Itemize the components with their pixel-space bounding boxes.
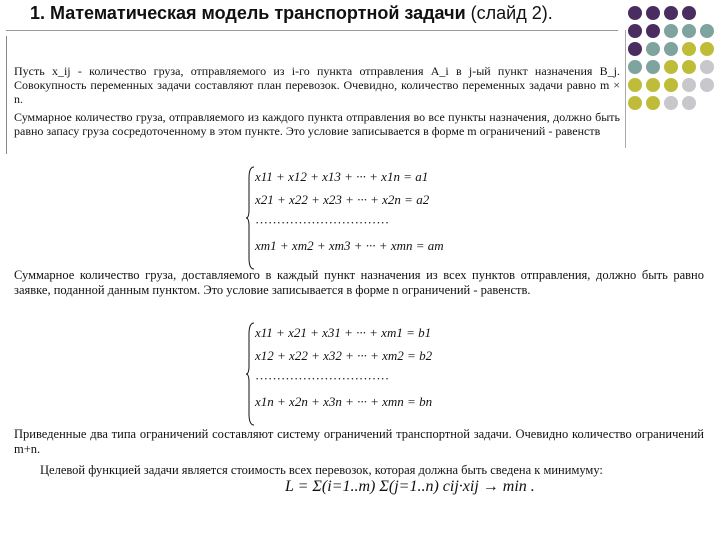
dot-4-3 — [664, 60, 678, 74]
paragraph-constraint-count: Приведенные два типа ограничений составляют систему ограничений транспортной задачи. Очевидно количество ограничений m+n. — [14, 427, 704, 456]
title-underline — [6, 30, 618, 31]
dot-3-2 — [646, 42, 660, 56]
dot-5-2 — [646, 78, 660, 92]
paragraph-objective: Целевой функцией задачи является стоимость всех перевозок, которая должна быть сведена к минимуму: — [40, 463, 603, 477]
dot-5-3 — [664, 78, 678, 92]
dot-6-1 — [628, 96, 642, 110]
decorative-dots — [628, 6, 720, 126]
dot-4-2 — [646, 60, 660, 74]
equation-row: x12 + x22 + x32 + ··· + xm2 = b2 — [255, 348, 433, 363]
dot-4-4 — [682, 60, 696, 74]
supply-constraint-system — [255, 166, 455, 270]
dot-2-4 — [682, 24, 696, 38]
left-brace — [245, 322, 255, 426]
objective-function: L = Σ(i=1..m) Σ(j=1..n) cij·xij → min . — [285, 478, 535, 495]
dot-4-5 — [700, 60, 714, 74]
paragraph-demand-constraints: Суммарное количество груза, доставляемого в каждый пункт назначения из всех пунктов отправления, должно быть равно заявке, поданной данным пунктом. Это условие записывается в форме n ограничений - равенств. — [14, 268, 704, 297]
dot-5-1 — [628, 78, 642, 92]
title-suffix: (слайд 2). — [470, 3, 553, 23]
dot-6-2 — [646, 96, 660, 110]
demand-constraint-system — [255, 322, 465, 426]
dot-5-5 — [700, 78, 714, 92]
dot-6-4 — [682, 96, 696, 110]
dot-2-3 — [664, 24, 678, 38]
equation-row: x1n + x2n + x3n + ··· + xmn = bn — [255, 394, 433, 409]
right-border — [625, 30, 626, 148]
left-brace — [245, 166, 255, 270]
equation-row: xm1 + xm2 + xm3 + ··· + xmn = am — [255, 238, 444, 253]
dot-1-2 — [646, 6, 660, 20]
equation-row: x11 + x21 + x31 + ··· + xm1 = b1 — [255, 325, 432, 340]
dot-3-1 — [628, 42, 642, 56]
dot-3-4 — [682, 42, 696, 56]
dot-1-3 — [664, 6, 678, 20]
paragraph-supply-constraints: Суммарное количество груза, отправляемого из каждого пункта отправления во все пункты назначения, должно быть равно запасу груза сосредоточенному в этом пункте. Это условие записывается в форме m ограничений - равенств — [14, 110, 620, 138]
dot-1-4 — [682, 6, 696, 20]
equation-row: x11 + x12 + x13 + ··· + x1n = a1 — [255, 169, 429, 184]
dot-3-5 — [700, 42, 714, 56]
dot-3-3 — [664, 42, 678, 56]
equation-row: x21 + x22 + x23 + ··· + x2n = a2 — [255, 192, 430, 207]
paragraph-variables: Пусть x_ij - количество груза, отправляемого из i-го пункта отправления A_i в j-ый пункт назначения B_j. Совокупность переменных задачи составляют план перевозок. Очевидно, количество переменных задачи равно m × n. — [14, 64, 620, 106]
dot-1-1 — [628, 6, 642, 20]
dot-2-2 — [646, 24, 660, 38]
dot-2-5 — [700, 24, 714, 38]
left-border — [6, 36, 7, 154]
dot-5-4 — [682, 78, 696, 92]
slide-title — [30, 3, 553, 24]
title-main: 1. Математическая модель транспортной задачи — [30, 3, 466, 23]
equation-ellipsis: ······························· — [255, 215, 390, 230]
dot-6-3 — [664, 96, 678, 110]
equation-ellipsis: ······························· — [255, 371, 390, 386]
dot-2-1 — [628, 24, 642, 38]
dot-4-1 — [628, 60, 642, 74]
